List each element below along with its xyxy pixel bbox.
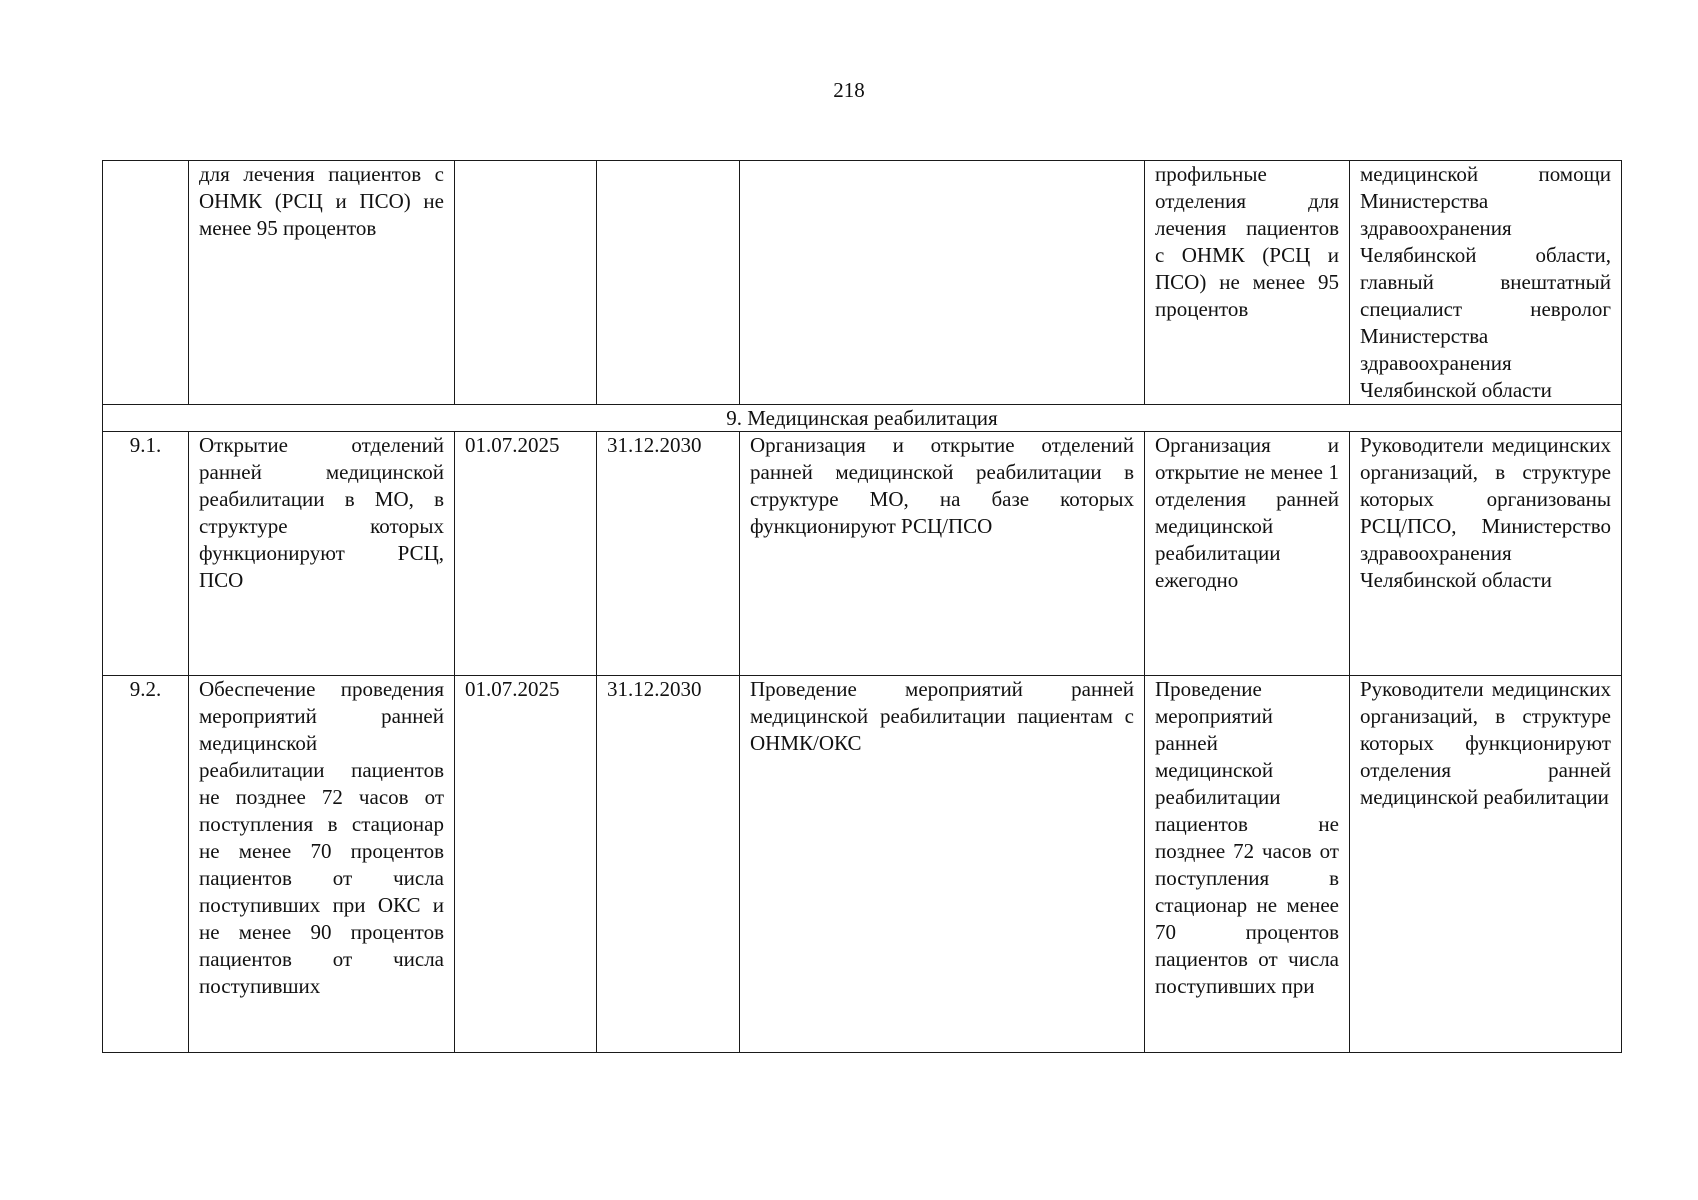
cell-event: Открытие отделений ранней медицинской реабилитации в МО, в структуре которых функционируют РСЦ, ПСО	[189, 432, 455, 676]
table-row	[103, 676, 1622, 1053]
section-header-row	[103, 405, 1622, 432]
cell-description	[740, 161, 1145, 405]
cell-end-date: 31.12.2030	[597, 432, 740, 676]
cell-description: Проведение мероприятий ранней медицинской реабилитации пациентам с ОНМК/ОКС	[740, 676, 1145, 1053]
page-number: 218	[833, 78, 865, 102]
cell-number: 9.2.	[103, 676, 189, 1053]
table-row	[103, 432, 1622, 676]
section-title: 9. Медицинская реабилитация	[103, 405, 1622, 432]
cell-responsible: Руководители медицинских организаций, в структуре которых организованы РСЦ/ПСО, Министерство здравоохранения Челябинской области	[1350, 432, 1622, 676]
cell-number: 9.1.	[103, 432, 189, 676]
table-row-continuation	[103, 161, 1622, 405]
cell-end-date: 31.12.2030	[597, 676, 740, 1053]
cell-result: профильные отделения для лечения пациентов с ОНМК (РСЦ и ПСО) не менее 95 процентов	[1145, 161, 1350, 405]
cell-start-date	[455, 161, 597, 405]
cell-result: Проведение мероприятий ранней медицинской реабилитации пациентов не позднее 72 часов от поступления в стационар не менее 70 процентов пациентов от числа поступивших при	[1145, 676, 1350, 1053]
cell-number	[103, 161, 189, 405]
cell-result: Организация и открытие не менее 1 отделения ранней медицинской реабилитации ежегодно	[1145, 432, 1350, 676]
cell-event: для лечения пациентов с ОНМК (РСЦ и ПСО) не менее 95 процентов	[189, 161, 455, 405]
cell-responsible: Руководители медицинских организаций, в структуре которых функционируют отделения ранней медицинской реабилитации	[1350, 676, 1622, 1053]
cell-start-date: 01.07.2025	[455, 432, 597, 676]
cell-end-date	[597, 161, 740, 405]
cell-responsible: медицинской помощи Министерства здравоохранения Челябинской области, главный внештатный специалист невролог Министерства здравоохранения Челябинской области	[1350, 161, 1622, 405]
plan-table	[102, 160, 1622, 1053]
cell-description: Организация и открытие отделений ранней медицинской реабилитации в структуре МО, на базе которых функционируют РСЦ/ПСО	[740, 432, 1145, 676]
cell-start-date: 01.07.2025	[455, 676, 597, 1053]
cell-event: Обеспечение проведения мероприятий ранней медицинской реабилитации пациентов не позднее 72 часов от поступления в стационар не менее 70 процентов пациентов от числа поступивших при ОКС и не менее 90 процентов пациентов от числа поступивших	[189, 676, 455, 1053]
